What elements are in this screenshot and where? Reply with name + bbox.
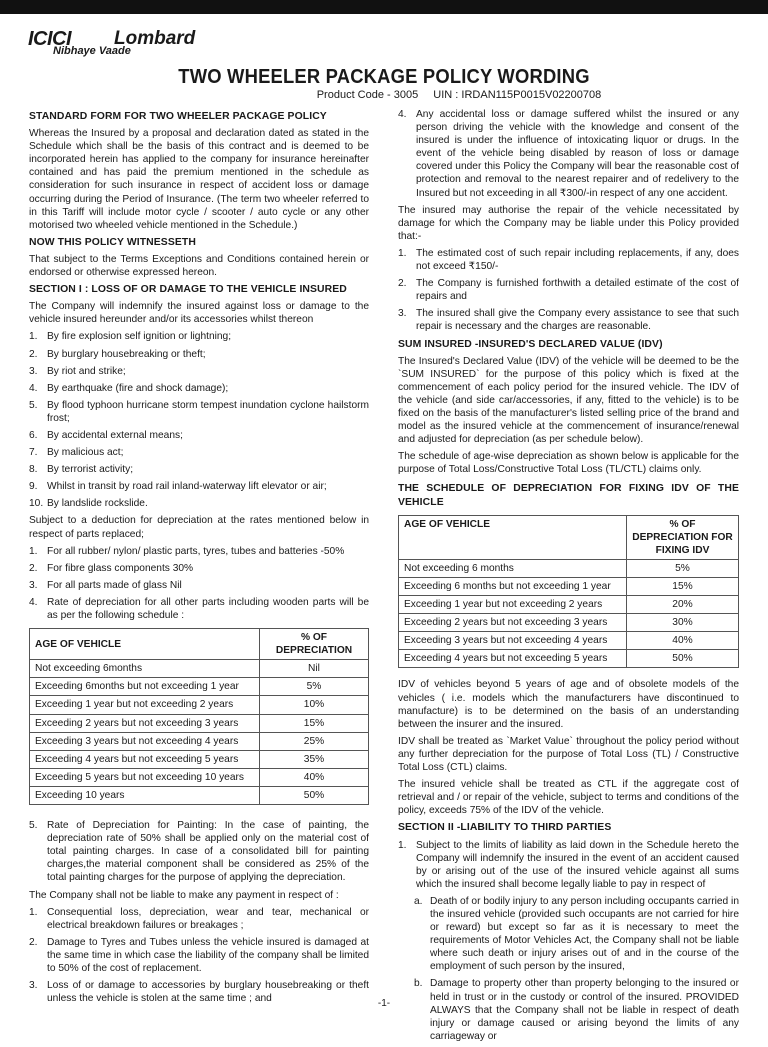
repair-conditions-list (398, 247, 739, 334)
list-item: 2. By burglary housebreaking or theft; (29, 348, 206, 360)
list-item: 9. Whilst in transit by road rail inland-waterway lift elevator or air; (29, 481, 327, 493)
heading-standard-form: STANDARD FORM FOR TWO WHEELER PACKAGE POLICY (29, 111, 327, 122)
uin-code: UIN : IRDAN115P0015V02200708 (433, 89, 602, 101)
heading-witnesseth: NOW THIS POLICY WITNESSETH (29, 236, 196, 248)
icici-lombard-logo (28, 24, 198, 60)
list-item: 3. For all parts made of glass Nil (29, 579, 182, 591)
table-row: Exceeding 1 year but not exceeding 2 years 10% (30, 696, 369, 714)
heading-idv-schedule: THE SCHEDULE OF DEPRECIATION FOR FIXING IDV OF THE VEHICLE (398, 483, 739, 508)
list-item: 3. The insured shall give the Company every assistance to see that such repair is necessary and the charges are reasonable. (398, 308, 739, 333)
list-item: 4. Rate of depreciation for all other parts including wooden parts will be as per the following schedule : (29, 596, 369, 621)
left-column (29, 108, 369, 1009)
heading-section-1: SECTION I : LOSS OF OR DAMAGE TO THE VEHICLE INSURED (29, 284, 347, 296)
logo-mark: ICICI (28, 28, 72, 50)
para-indemnify: The Company will indemnify the insured against loss or damage to the vehicle insured hereunder and/or its accessories whilst thereon (29, 301, 369, 326)
table-row: Not exceeding 6months Nil (30, 660, 369, 678)
list-item-exclusion-4: 4. Any accidental loss or damage suffered whilst the insured or any person driving the vehicle with the knowledge and consent of the insured is under the influence of intoxicating liquor or drugs. In the event of the vehicle being disabled by reason of loss or damage covered under this Policy the Company will bear the reasonable cost of protection and removal to the nearest repairer and of redelivery to the Insured but not exceeding in all ₹300/-in respect of any one accident. (398, 109, 739, 199)
product-code: Product Code - 3005 (316, 89, 419, 101)
table-row: Exceeding 5 years but not exceeding 10 years 40% (30, 768, 369, 786)
para-subject-deduction: Subject to a deduction for depreciation at the rates mentioned below in respect of parts replaced; (29, 515, 369, 540)
table-row: Exceeding 3 years but not exceeding 4 years 40% (399, 632, 739, 650)
para-schedule-applicable: The schedule of age-wise depreciation as shown below is applicable for the purpose of Total Loss/Constructive Total Loss (TL/CTL) claims only. (398, 451, 739, 476)
depreciation-rates-list (29, 545, 369, 622)
idv-depreciation-table (398, 515, 739, 669)
list-item: 1. By fire explosion self ignition or lightning; (29, 331, 232, 343)
list-item: 1. For all rubber/ nylon/ plastic parts, tyres, tubes and batteries -50% (29, 545, 345, 557)
page-number: -1- (377, 998, 391, 1009)
perils-list (29, 330, 369, 510)
logo-brand: Lombard (114, 28, 196, 49)
para-whereas: Whereas the Insured by a proposal and declaration dated as stated in the Schedule which shall be the basis of this contract and is deemed to be incorporated herein has applied to the company for insurance hereinafter contained and has paid the premium mentioned in the schedule as consideration for such insurance in respect of accident loss or damage occurring during the Period of Insurance. (The term two wheeler referred to in this Tariff will include motor cycle / scooter / auto cycle or any other motorised two wheeled vehicle mentioned in the Schedule.) (29, 128, 369, 231)
heading-idv: SUM INSURED -INSURED'S DECLARED VALUE (IDV) (398, 338, 663, 350)
table-row: Not exceeding 6 months 5% (399, 559, 739, 577)
list-item: 7. By malicious act; (29, 447, 124, 459)
para-witnesseth: That subject to the Terms Exceptions and Conditions contained herein or endorsed or otherwise expressed hereon. (29, 253, 369, 279)
table-header-row: AGE OF VEHICLE % OF DEPRECIATION FOR FIXING IDV (399, 515, 739, 559)
list-item: 10. By landslide rockslide. (29, 498, 148, 510)
list-item: 3. By riot and strike; (29, 365, 126, 377)
table-row: Exceeding 10 years 50% (30, 786, 369, 804)
list-item: 6. By accidental external means; (29, 429, 183, 441)
list-item-liability: 1. Subject to the limits of liability as laid down in the Schedule hereto the Company will indemnify the insured in the event of an accident caused by or arising out of the use of the insured vehicle against all sums which the insured shall become legally liable to pay in respect of (398, 839, 739, 890)
list-item: 2. The Company is furnished forthwith a detailed estimate of the cost of repairs and (398, 278, 739, 303)
table-row: Exceeding 4 years but not exceeding 5 years 50% (399, 650, 739, 668)
para-market-value: IDV shall be treated as `Market Value` throughout the policy period without any further depreciation for the purpose of Total Loss (TL) / Constructive Total Loss (CTL) claims. (398, 735, 739, 774)
list-item: 2. Damage to Tyres and Tubes unless the vehicle insured is damaged at the same time in which case the liability of the company shall be limited to 50% of the cost of replacement. (29, 936, 369, 974)
list-item: 3. Loss of or damage to accessories by burglary housebreaking or theft unless the vehicle is stolen at the same time ; and (29, 980, 369, 1005)
list-item: 2. For fibre glass components 30% (29, 562, 194, 574)
page-title: TWO WHEELER PACKAGE POLICY WORDING (178, 66, 590, 88)
list-item: a. Death of or bodily injury to any person including occupants carried in the insured vehicle (provided such occupants are not carried for hire or reward) but except so far as it is necessary to meet the requirements of Motor Vehicles Act, the Company shall not be liable where such death or injury arises out of and in the course of the employment of such person by the insured, (414, 895, 739, 973)
list-item: 1. Consequential loss, depreciation, wear and tear, mechanical or electrical breakdown failures or breakages ; (29, 906, 369, 931)
table-row: Exceeding 1 year but not exceeding 2 years 20% (399, 596, 739, 614)
table-header-row: AGE OF VEHICLE % OF DEPRECIATION (30, 629, 369, 660)
list-item: 8. By terrorist activity; (29, 464, 134, 476)
table-row: Exceeding 6 months but not exceeding 1 year 15% (399, 578, 739, 596)
para-authorise-repair: The insured may authorise the repair of the vehicle necessitated by damage for which the Company may be liable under this Policy provided that:- (398, 204, 739, 242)
para-idv: The Insured's Declared Value (IDV) of the vehicle will be deemed to be the `SUM INSURED` for the purpose of this policy which is fixed at the commencement of each policy period for the insured vehicle. The IDV of the vehicle (and side car/accessories, if any, fitted to the vehicle) is to be fixed on the basis of the manufacturer's listed selling price of the brand and model as the insured vehicle at the commencement of insurance/renewal and adjusted for depreciation (as per schedule below). (398, 355, 739, 446)
parts-depreciation-table (29, 628, 369, 805)
right-column (398, 108, 739, 1047)
para-beyond-5-years: IDV of vehicles beyond 5 years of age and of obsolete models of the vehicles ( i.e. models which the manufacturers have discontinued to manufacture) is to be determined on the basis of an understanding between the insurer and the insured. (398, 679, 739, 730)
heading-section-2: SECTION II -LIABILITY TO THIRD PARTIES (398, 822, 612, 834)
para-not-liable: The Company shall not be liable to make any payment in respect of : (29, 889, 339, 901)
table-row: Exceeding 3 years but not exceeding 4 years 25% (30, 732, 369, 750)
product-codes (0, 89, 768, 101)
logo-tagline: Nibhaye Vaade (53, 45, 131, 57)
list-item: 1. The estimated cost of such repair including replacements, if any, does not exceed ₹150/- (398, 247, 739, 273)
exclusions-list (29, 906, 369, 1006)
list-item: 5. By flood typhoon hurricane storm tempest inundation cyclone hailstorm frost; (29, 399, 369, 424)
top-bar (0, 0, 768, 14)
liability-sub-list (398, 895, 739, 1043)
list-item: 4. By earthquake (fire and shock damage); (29, 382, 229, 394)
list-item-painting: 5. Rate of Depreciation for Painting: In the case of painting, the depreciation rate of 50% shall be applied only on the material cost of total painting charges. In case of a consolidated bill for painting charges,the material component shall be considered as 25% of the total painting charges for the purpose of applying the depreciation. (29, 820, 369, 884)
para-ctl: The insured vehicle shall be treated as CTL if the aggregate cost of retrieval and / or repair of the vehicle, subject to terms and conditions of the policy, exceeds 75% of the IDV of the vehicle. (398, 779, 739, 817)
table-row: Exceeding 2 years but not exceeding 3 years 30% (399, 614, 739, 632)
table-row: Exceeding 4 years but not exceeding 5 years 35% (30, 750, 369, 768)
table-row: Exceeding 6months but not exceeding 1 year 5% (30, 678, 369, 696)
table-row: Exceeding 2 years but not exceeding 3 years 15% (30, 714, 369, 732)
list-item: b. Damage to property other than property belonging to the insured or held in trust or in the custody or control of the insured. PROVIDED ALWAYS that the Company shall not be liable in respect of death injury or damage caused or arising beyond the limits of any carriageway or (414, 978, 739, 1042)
